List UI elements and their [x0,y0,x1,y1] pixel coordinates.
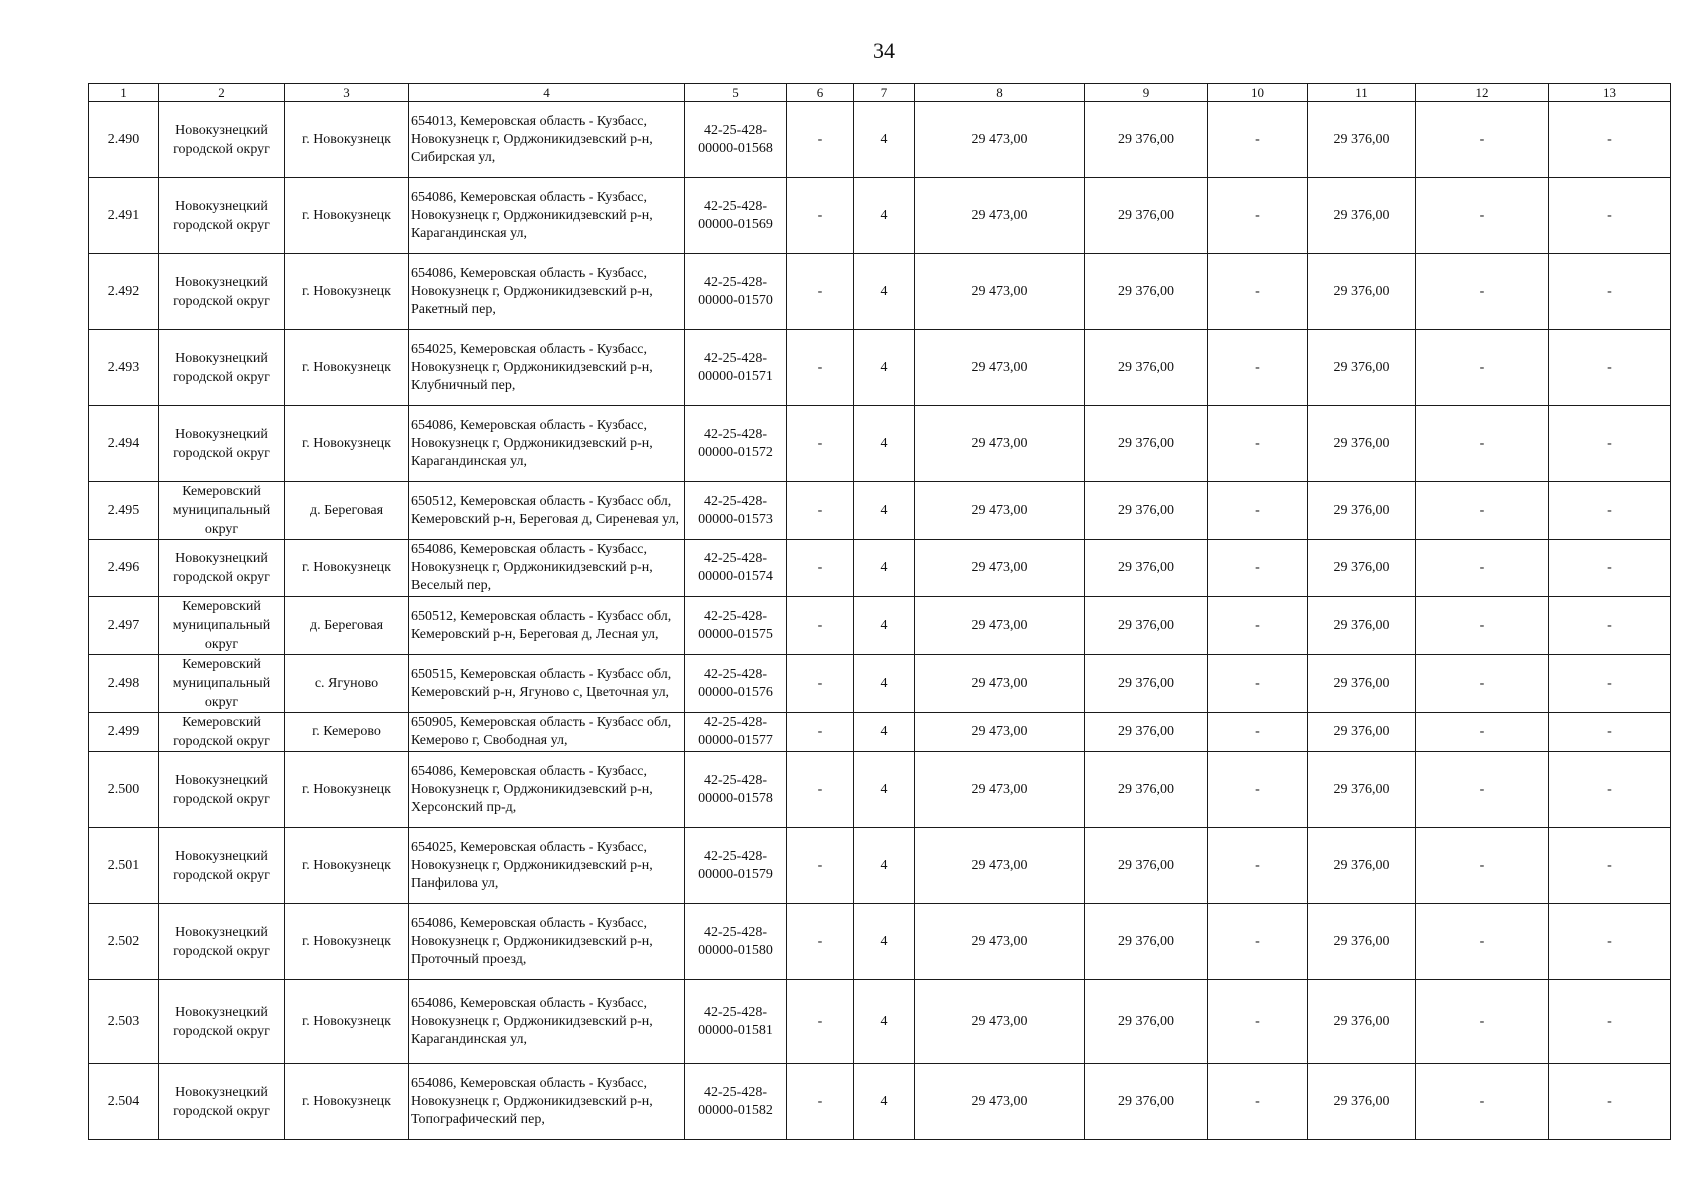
district-cell: Новокузнецкий городской округ [159,752,285,828]
column-6-cell: - [787,540,854,597]
column-8-cell: 29 473,00 [915,1064,1085,1140]
address-cell: 654086, Кемеровская область - Кузбасс, Новокузнецк г, Орджоникидзевский р-н, Топографический пер, [409,1064,685,1140]
locality-cell: г. Новокузнецк [285,102,409,178]
district-cell: Новокузнецкий городской округ [159,980,285,1064]
table-row [89,330,1671,406]
registry-code-cell: 42-25-428-00000-01571 [685,330,787,406]
column-11-cell: 29 376,00 [1308,713,1416,752]
locality-cell: г. Новокузнецк [285,330,409,406]
column-header: 3 [285,84,409,102]
column-7-cell: 4 [854,655,915,713]
district-cell: Новокузнецкий городской округ [159,904,285,980]
address-cell: 654086, Кемеровская область - Кузбасс, Новокузнецк г, Орджоникидзевский р-н, Херсонский пр-д, [409,752,685,828]
column-9-cell: 29 376,00 [1085,752,1208,828]
column-12-cell: - [1416,597,1549,655]
column-13-cell: - [1549,904,1671,980]
district-cell: Новокузнецкий городской округ [159,254,285,330]
column-11-cell: 29 376,00 [1308,406,1416,482]
column-13-cell: - [1549,540,1671,597]
column-12-cell: - [1416,828,1549,904]
column-6-cell: - [787,330,854,406]
column-11-cell: 29 376,00 [1308,1064,1416,1140]
column-9-cell: 29 376,00 [1085,178,1208,254]
column-8-cell: 29 473,00 [915,597,1085,655]
column-12-cell: - [1416,655,1549,713]
column-header: 7 [854,84,915,102]
address-cell: 650512, Кемеровская область - Кузбасс обл, Кемеровский р-н, Береговая д, Лесная ул, [409,597,685,655]
column-12-cell: - [1416,1064,1549,1140]
district-cell: Кемеровский городской округ [159,713,285,752]
row-number-cell: 2.497 [89,597,159,655]
column-13-cell: - [1549,254,1671,330]
address-cell: 654013, Кемеровская область - Кузбасс, Новокузнецк г, Орджоникидзевский р-н, Сибирская ул, [409,102,685,178]
table-row [89,655,1671,713]
column-12-cell: - [1416,330,1549,406]
table-row [89,713,1671,752]
column-9-cell: 29 376,00 [1085,597,1208,655]
column-6-cell: - [787,752,854,828]
column-6-cell: - [787,482,854,540]
registry-code-cell: 42-25-428-00000-01572 [685,406,787,482]
column-11-cell: 29 376,00 [1308,254,1416,330]
district-cell: Новокузнецкий городской округ [159,828,285,904]
registry-code-cell: 42-25-428-00000-01578 [685,752,787,828]
column-13-cell: - [1549,980,1671,1064]
column-7-cell: 4 [854,102,915,178]
column-10-cell: - [1208,980,1308,1064]
address-cell: 650905, Кемеровская область - Кузбасс обл, Кемерово г, Свободная ул, [409,713,685,752]
registry-code-cell: 42-25-428-00000-01580 [685,904,787,980]
registry-code-cell: 42-25-428-00000-01576 [685,655,787,713]
row-number-cell: 2.490 [89,102,159,178]
table-row [89,980,1671,1064]
table-row [89,254,1671,330]
column-7-cell: 4 [854,828,915,904]
column-10-cell: - [1208,330,1308,406]
column-12-cell: - [1416,406,1549,482]
district-cell: Новокузнецкий городской округ [159,406,285,482]
locality-cell: г. Кемерово [285,713,409,752]
column-6-cell: - [787,904,854,980]
column-13-cell: - [1549,178,1671,254]
row-number-cell: 2.495 [89,482,159,540]
district-cell: Кемеровский муниципальный округ [159,597,285,655]
row-number-cell: 2.499 [89,713,159,752]
column-11-cell: 29 376,00 [1308,178,1416,254]
address-cell: 654025, Кемеровская область - Кузбасс, Новокузнецк г, Орджоникидзевский р-н, Панфилова ул, [409,828,685,904]
column-13-cell: - [1549,828,1671,904]
row-number-cell: 2.502 [89,904,159,980]
column-11-cell: 29 376,00 [1308,980,1416,1064]
column-12-cell: - [1416,102,1549,178]
column-7-cell: 4 [854,1064,915,1140]
column-13-cell: - [1549,713,1671,752]
table-row [89,102,1671,178]
table-row [89,178,1671,254]
column-12-cell: - [1416,178,1549,254]
registry-code-cell: 42-25-428-00000-01573 [685,482,787,540]
district-cell: Новокузнецкий городской округ [159,1064,285,1140]
data-table [88,83,1671,1140]
column-13-cell: - [1549,597,1671,655]
column-10-cell: - [1208,178,1308,254]
column-10-cell: - [1208,828,1308,904]
table-row [89,1064,1671,1140]
column-10-cell: - [1208,752,1308,828]
column-6-cell: - [787,655,854,713]
column-10-cell: - [1208,406,1308,482]
registry-code-cell: 42-25-428-00000-01570 [685,254,787,330]
column-7-cell: 4 [854,482,915,540]
column-8-cell: 29 473,00 [915,102,1085,178]
column-7-cell: 4 [854,178,915,254]
address-cell: 654025, Кемеровская область - Кузбасс, Новокузнецк г, Орджоникидзевский р-н, Клубничный пер, [409,330,685,406]
column-10-cell: - [1208,904,1308,980]
column-8-cell: 29 473,00 [915,828,1085,904]
column-8-cell: 29 473,00 [915,752,1085,828]
row-number-cell: 2.493 [89,330,159,406]
column-10-cell: - [1208,540,1308,597]
row-number-cell: 2.492 [89,254,159,330]
column-10-cell: - [1208,254,1308,330]
column-9-cell: 29 376,00 [1085,828,1208,904]
column-8-cell: 29 473,00 [915,254,1085,330]
column-11-cell: 29 376,00 [1308,655,1416,713]
address-cell: 650512, Кемеровская область - Кузбасс обл, Кемеровский р-н, Береговая д, Сиреневая ул, [409,482,685,540]
column-13-cell: - [1549,330,1671,406]
locality-cell: с. Ягуново [285,655,409,713]
column-9-cell: 29 376,00 [1085,102,1208,178]
address-cell: 650515, Кемеровская область - Кузбасс обл, Кемеровский р-н, Ягуново с, Цветочная ул, [409,655,685,713]
column-9-cell: 29 376,00 [1085,482,1208,540]
column-11-cell: 29 376,00 [1308,482,1416,540]
row-number-cell: 2.491 [89,178,159,254]
row-number-cell: 2.498 [89,655,159,713]
table-row [89,904,1671,980]
locality-cell: г. Новокузнецк [285,828,409,904]
column-7-cell: 4 [854,980,915,1064]
column-11-cell: 29 376,00 [1308,904,1416,980]
column-12-cell: - [1416,980,1549,1064]
district-cell: Кемеровский муниципальный округ [159,655,285,713]
column-9-cell: 29 376,00 [1085,713,1208,752]
column-7-cell: 4 [854,752,915,828]
table-row [89,540,1671,597]
column-12-cell: - [1416,713,1549,752]
district-cell: Новокузнецкий городской округ [159,178,285,254]
column-9-cell: 29 376,00 [1085,904,1208,980]
column-8-cell: 29 473,00 [915,406,1085,482]
address-cell: 654086, Кемеровская область - Кузбасс, Новокузнецк г, Орджоникидзевский р-н, Ракетный пер, [409,254,685,330]
column-11-cell: 29 376,00 [1308,540,1416,597]
column-8-cell: 29 473,00 [915,330,1085,406]
column-6-cell: - [787,406,854,482]
column-header: 11 [1308,84,1416,102]
column-9-cell: 29 376,00 [1085,254,1208,330]
column-10-cell: - [1208,713,1308,752]
address-cell: 654086, Кемеровская область - Кузбасс, Новокузнецк г, Орджоникидзевский р-н, Карагандинская ул, [409,980,685,1064]
column-11-cell: 29 376,00 [1308,330,1416,406]
column-6-cell: - [787,828,854,904]
column-9-cell: 29 376,00 [1085,1064,1208,1140]
district-cell: Новокузнецкий городской округ [159,540,285,597]
column-6-cell: - [787,597,854,655]
column-11-cell: 29 376,00 [1308,597,1416,655]
column-12-cell: - [1416,482,1549,540]
registry-code-cell: 42-25-428-00000-01569 [685,178,787,254]
address-cell: 654086, Кемеровская область - Кузбасс, Новокузнецк г, Орджоникидзевский р-н, Проточный проезд, [409,904,685,980]
row-number-cell: 2.494 [89,406,159,482]
column-10-cell: - [1208,597,1308,655]
column-6-cell: - [787,178,854,254]
column-8-cell: 29 473,00 [915,482,1085,540]
column-8-cell: 29 473,00 [915,713,1085,752]
column-6-cell: - [787,980,854,1064]
column-12-cell: - [1416,752,1549,828]
column-6-cell: - [787,254,854,330]
column-12-cell: - [1416,904,1549,980]
column-13-cell: - [1549,406,1671,482]
page-number: 34 [873,38,895,63]
locality-cell: г. Новокузнецк [285,980,409,1064]
column-9-cell: 29 376,00 [1085,330,1208,406]
locality-cell: д. Береговая [285,597,409,655]
registry-code-cell: 42-25-428-00000-01582 [685,1064,787,1140]
locality-cell: г. Новокузнецк [285,1064,409,1140]
column-header: 2 [159,84,285,102]
column-7-cell: 4 [854,254,915,330]
district-cell: Новокузнецкий городской округ [159,330,285,406]
registry-code-cell: 42-25-428-00000-01575 [685,597,787,655]
column-10-cell: - [1208,482,1308,540]
column-7-cell: 4 [854,904,915,980]
column-header: 8 [915,84,1085,102]
table-row [89,482,1671,540]
column-12-cell: - [1416,254,1549,330]
column-7-cell: 4 [854,540,915,597]
column-12-cell: - [1416,540,1549,597]
row-number-cell: 2.500 [89,752,159,828]
column-13-cell: - [1549,752,1671,828]
column-header: 5 [685,84,787,102]
column-header: 6 [787,84,854,102]
column-6-cell: - [787,713,854,752]
registry-code-cell: 42-25-428-00000-01579 [685,828,787,904]
row-number-cell: 2.501 [89,828,159,904]
column-10-cell: - [1208,1064,1308,1140]
locality-cell: г. Новокузнецк [285,904,409,980]
locality-cell: г. Новокузнецк [285,254,409,330]
registry-code-cell: 42-25-428-00000-01568 [685,102,787,178]
column-6-cell: - [787,1064,854,1140]
address-cell: 654086, Кемеровская область - Кузбасс, Новокузнецк г, Орджоникидзевский р-н, Карагандинская ул, [409,178,685,254]
column-13-cell: - [1549,102,1671,178]
column-9-cell: 29 376,00 [1085,406,1208,482]
column-header: 9 [1085,84,1208,102]
column-8-cell: 29 473,00 [915,178,1085,254]
column-7-cell: 4 [854,713,915,752]
row-number-cell: 2.504 [89,1064,159,1140]
column-header: 13 [1549,84,1671,102]
table-row [89,828,1671,904]
column-7-cell: 4 [854,597,915,655]
column-6-cell: - [787,102,854,178]
registry-code-cell: 42-25-428-00000-01577 [685,713,787,752]
table-row [89,406,1671,482]
column-8-cell: 29 473,00 [915,904,1085,980]
table-row [89,752,1671,828]
column-header: 12 [1416,84,1549,102]
table-row [89,597,1671,655]
column-header: 4 [409,84,685,102]
locality-cell: г. Новокузнецк [285,540,409,597]
column-8-cell: 29 473,00 [915,980,1085,1064]
registry-code-cell: 42-25-428-00000-01581 [685,980,787,1064]
column-11-cell: 29 376,00 [1308,828,1416,904]
locality-cell: г. Новокузнецк [285,178,409,254]
district-cell: Новокузнецкий городской округ [159,102,285,178]
column-11-cell: 29 376,00 [1308,752,1416,828]
registry-code-cell: 42-25-428-00000-01574 [685,540,787,597]
column-10-cell: - [1208,102,1308,178]
column-9-cell: 29 376,00 [1085,980,1208,1064]
column-13-cell: - [1549,482,1671,540]
column-8-cell: 29 473,00 [915,655,1085,713]
column-11-cell: 29 376,00 [1308,102,1416,178]
row-number-cell: 2.496 [89,540,159,597]
row-number-cell: 2.503 [89,980,159,1064]
column-header: 10 [1208,84,1308,102]
address-cell: 654086, Кемеровская область - Кузбасс, Новокузнецк г, Орджоникидзевский р-н, Веселый пер, [409,540,685,597]
column-13-cell: - [1549,655,1671,713]
column-header: 1 [89,84,159,102]
column-10-cell: - [1208,655,1308,713]
column-8-cell: 29 473,00 [915,540,1085,597]
locality-cell: г. Новокузнецк [285,752,409,828]
column-number-row [89,84,1671,102]
locality-cell: г. Новокузнецк [285,406,409,482]
table-body [89,84,1671,1140]
column-7-cell: 4 [854,406,915,482]
column-9-cell: 29 376,00 [1085,540,1208,597]
column-9-cell: 29 376,00 [1085,655,1208,713]
locality-cell: д. Береговая [285,482,409,540]
column-7-cell: 4 [854,330,915,406]
district-cell: Кемеровский муниципальный округ [159,482,285,540]
address-cell: 654086, Кемеровская область - Кузбасс, Новокузнецк г, Орджоникидзевский р-н, Карагандинская ул, [409,406,685,482]
column-13-cell: - [1549,1064,1671,1140]
